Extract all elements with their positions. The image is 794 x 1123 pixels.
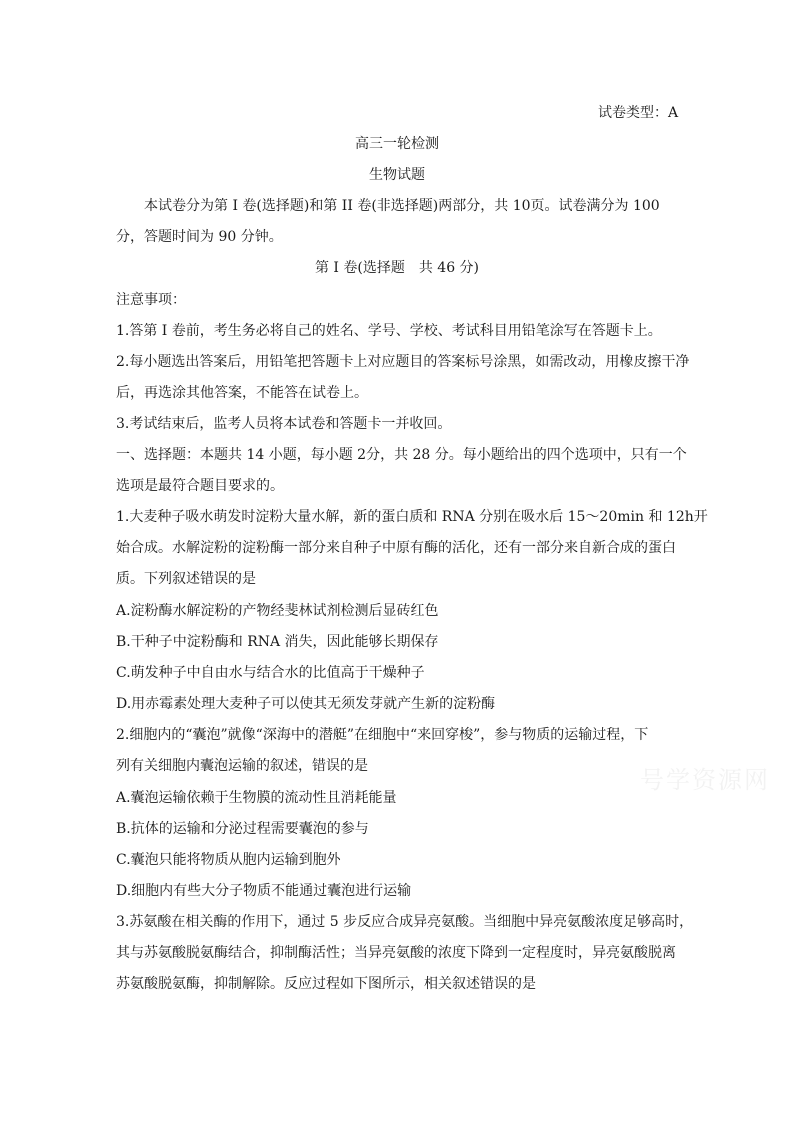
question1-option-b: B.干种子中淀粉酶和 RNA 消失，因此能够长期保存 [116,634,439,650]
question1-option-d: D.用赤霉素处理大麦种子可以使其无须发芽就产生新的淀粉酶 [116,696,496,712]
exam-title: 高三一轮检测 [355,136,439,152]
question1-stem: 质。下列叙述错误的是 [116,571,256,587]
notice-item: 3.考试结束后，监考人员将本试卷和答题卡一并收回。 [116,416,452,432]
question2-stem: 列有关细胞内囊泡运输的叙述，错误的是 [116,758,368,774]
section1-line: 一、选择题：本题共 14 小题，每小题 2分，共 28 分。每小题给出的四个选项中，只有一个 [116,447,687,463]
question3-stem: 其与苏氨酸脱氨酶结合，抑制酶活性；当异亮氨酸的浓度下降到一定程度时，异亮氨酸脱离 [116,945,676,961]
question2-option-c: C.囊泡只能将物质从胞内运输到胞外 [116,852,341,868]
intro-line-1: 本试卷分为第 I 卷(选择题)和第 II 卷(非选择题)两部分，共 10页。试卷满分为 100 [144,198,660,214]
watermark: 号学资源网 [640,766,770,794]
notice-item: 后，再选涂其他答案，不能答在试卷上。 [116,385,368,401]
question1-stem: 1.大麦种子吸水萌发时淀粉大量水解，新的蛋白质和 RNA 分别在吸水后 15～20min 和 12h开 [116,509,708,525]
notice-item: 1.答第 I 卷前，考生务必将自己的姓名、学号、学校、考试科目用铅笔涂写在答题卡上。 [116,323,662,339]
section1-line: 选项是最符合题目要求的。 [116,478,284,494]
part1-heading: 第 I 卷(选择题 共 46 分) [314,260,480,276]
question2-option-b: B.抗体的运输和分泌过程需要囊泡的参与 [116,821,369,837]
notice-title: 注意事项： [116,292,186,308]
paper-type: 试卷类型：A [598,105,679,121]
question1-option-a: A.淀粉酶水解淀粉的产物经斐林试剂检测后显砖红色 [116,603,439,619]
question2-stem: 2.细胞内的“囊泡”就像“深海中的潜艇”在细胞中“来回穿梭”，参与物质的运输过程，下 [116,727,649,743]
question3-stem: 苏氨酸脱氨酶，抑制解除。反应过程如下图所示，相关叙述错误的是 [116,976,536,992]
question3-stem: 3.苏氨酸在相关酶的作用下，通过 5 步反应合成异亮氨酸。当细胞中异亮氨酸浓度足够高时， [116,914,694,930]
question2-option-d: D.细胞内有些大分子物质不能通过囊泡进行运输 [116,883,412,899]
subject-title: 生物试题 [369,167,425,183]
question1-option-c: C.萌发种子中自由水与结合水的比值高于干燥种子 [116,665,425,681]
question2-option-a: A.囊泡运输依赖于生物膜的流动性且消耗能量 [116,790,397,806]
question1-stem: 始合成。水解淀粉的淀粉酶一部分来自种子中原有酶的活化，还有一部分来自新合成的蛋白 [116,540,676,556]
notice-item: 2.每小题选出答案后，用铅笔把答题卡上对应题目的答案标号涂黑，如需改动，用橡皮擦干净 [116,354,690,370]
intro-line-2: 分，答题时间为 90 分钟。 [116,229,283,245]
